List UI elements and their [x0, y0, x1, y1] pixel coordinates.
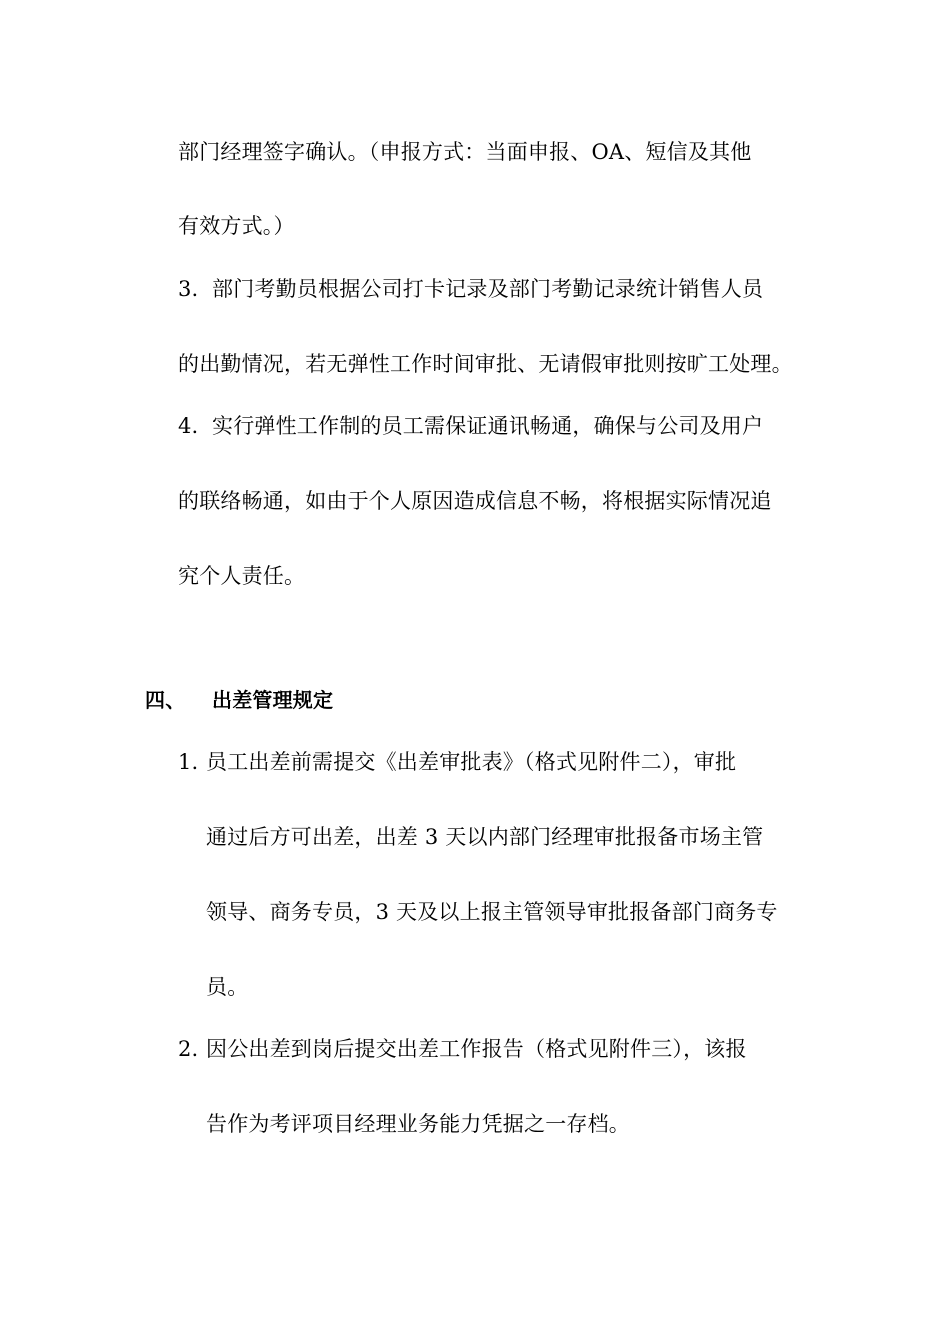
- item-line: 的联络畅通，如由于个人原因造成信息不畅，将根据实际情况追: [178, 489, 772, 513]
- section-title: 出差管理规定: [212, 688, 334, 712]
- item-line: 通过后方可出差，出差 3 天以内部门经理审批报备市场主管: [206, 825, 764, 849]
- item-line: 部门考勤员根据公司打卡记录及部门考勤记录统计销售人员: [212, 277, 764, 301]
- item-line: 实行弹性工作制的员工需保证通讯畅通，确保与公司及用户: [212, 414, 764, 438]
- item-line: 究个人责任。: [178, 564, 306, 588]
- continuation-line-1: 部门经理签字确认。（申报方式：当面申报、OA、短信及其他: [178, 140, 752, 164]
- item-line: 的出勤情况，若无弹性工作时间审批、无请假审批则按旷工处理。: [178, 352, 793, 376]
- item-line: 员工出差前需提交《出差审批表》（格式见附件二），审批: [206, 750, 737, 774]
- section-number: 四、: [145, 688, 186, 712]
- item-number: 4.: [178, 414, 199, 438]
- item-number: 3.: [178, 277, 199, 301]
- item-number: 2.: [178, 1037, 199, 1061]
- continuation-line-2: 有效方式。）: [178, 214, 295, 238]
- item-line: 告作为考评项目经理业务能力凭据之一存档。: [206, 1112, 630, 1136]
- item-line: 员。: [206, 975, 249, 999]
- item-number: 1.: [178, 750, 199, 774]
- item-line: 因公出差到岗后提交出差工作报告（格式见附件三），该报: [206, 1037, 747, 1061]
- item-line: 领导、商务专员，3 天及以上报主管领导审批报备部门商务专: [206, 900, 778, 924]
